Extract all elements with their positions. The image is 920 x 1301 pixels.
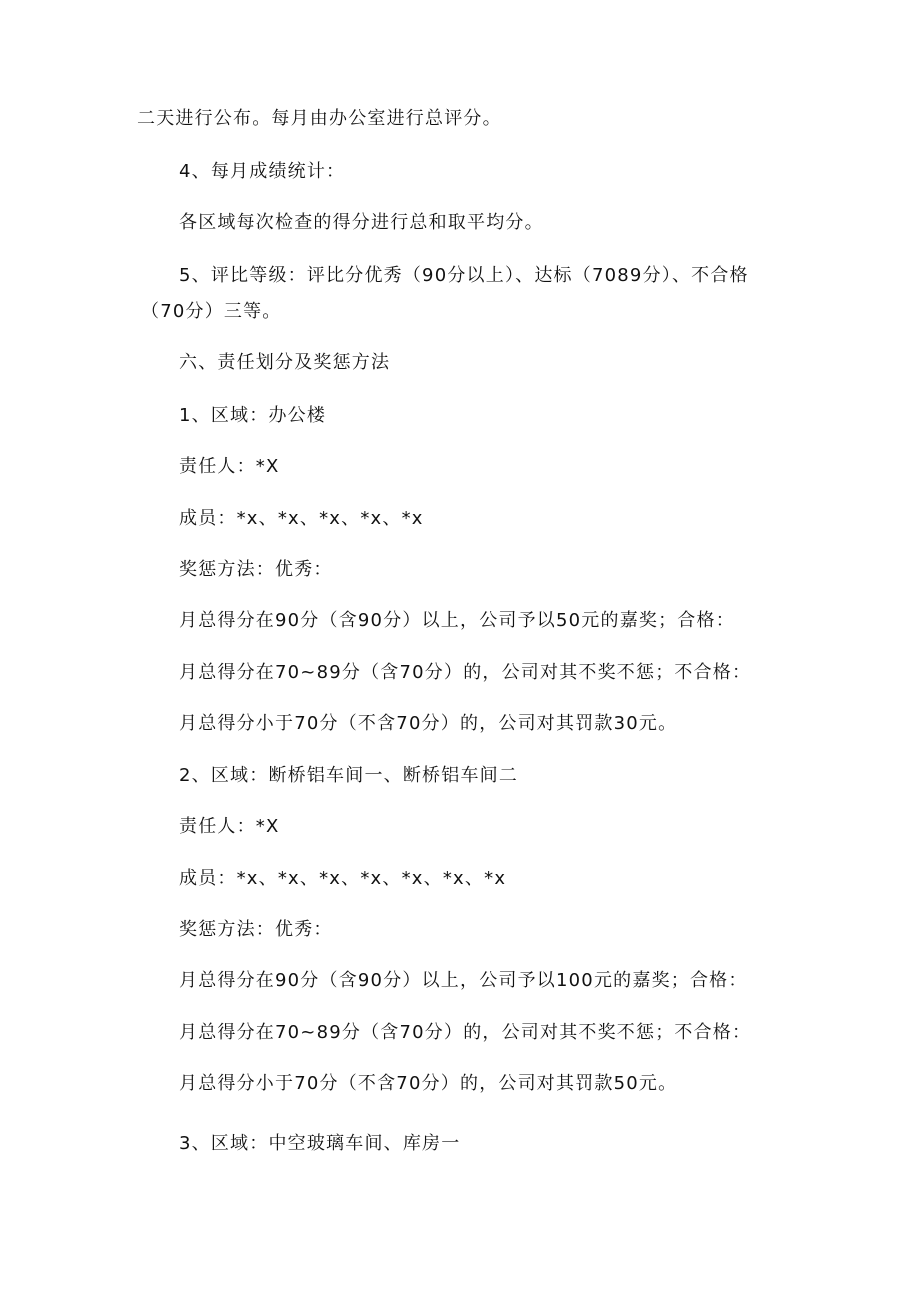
rule-line: 月总得分在70~89分（含70分）的，公司对其不奖不惩；不合格： bbox=[179, 1022, 752, 1043]
members-line: 成员：*x、*x、*x、*x、*x bbox=[179, 508, 424, 529]
area-heading: 3、区域：中空玻璃车间、库房一 bbox=[179, 1133, 461, 1154]
paragraph-line: 二天进行公布。每月由办公室进行总评分。 bbox=[137, 108, 502, 129]
rule-line: 月总得分在70~89分（含70分）的，公司对其不奖不惩；不合格： bbox=[179, 662, 752, 683]
chapter-heading: 六、责任划分及奖惩方法 bbox=[179, 352, 391, 373]
rule-line: 月总得分在90分（含90分）以上，公司予以100元的嘉奖；合格： bbox=[179, 970, 748, 991]
responsible-person: 责任人：*X bbox=[179, 816, 280, 837]
reward-method-line: 奖惩方法：优秀： bbox=[179, 919, 333, 940]
area-heading: 1、区域：办公楼 bbox=[179, 405, 327, 426]
rule-line: 月总得分小于70分（不含70分）的，公司对其罚款50元。 bbox=[179, 1073, 678, 1094]
paragraph-line: 各区域每次检查的得分进行总和取平均分。 bbox=[179, 212, 544, 233]
section-heading: 5、评比等级：评比分优秀（90分以上）、达标（7089分）、不合格 bbox=[179, 265, 749, 286]
responsible-person: 责任人：*X bbox=[179, 456, 280, 477]
rule-line: 月总得分在90分（含90分）以上，公司予以50元的嘉奖；合格： bbox=[179, 610, 735, 631]
reward-method-line: 奖惩方法：优秀： bbox=[179, 559, 333, 580]
area-heading: 2、区域：断桥铝车间一、断桥铝车间二 bbox=[179, 765, 519, 786]
members-line: 成员：*x、*x、*x、*x、*x、*x、*x bbox=[179, 868, 507, 889]
section-heading: 4、每月成绩统计： bbox=[179, 161, 346, 182]
rule-line: 月总得分小于70分（不含70分）的，公司对其罚款30元。 bbox=[179, 713, 678, 734]
paragraph-line: （70分）三等。 bbox=[141, 301, 282, 322]
